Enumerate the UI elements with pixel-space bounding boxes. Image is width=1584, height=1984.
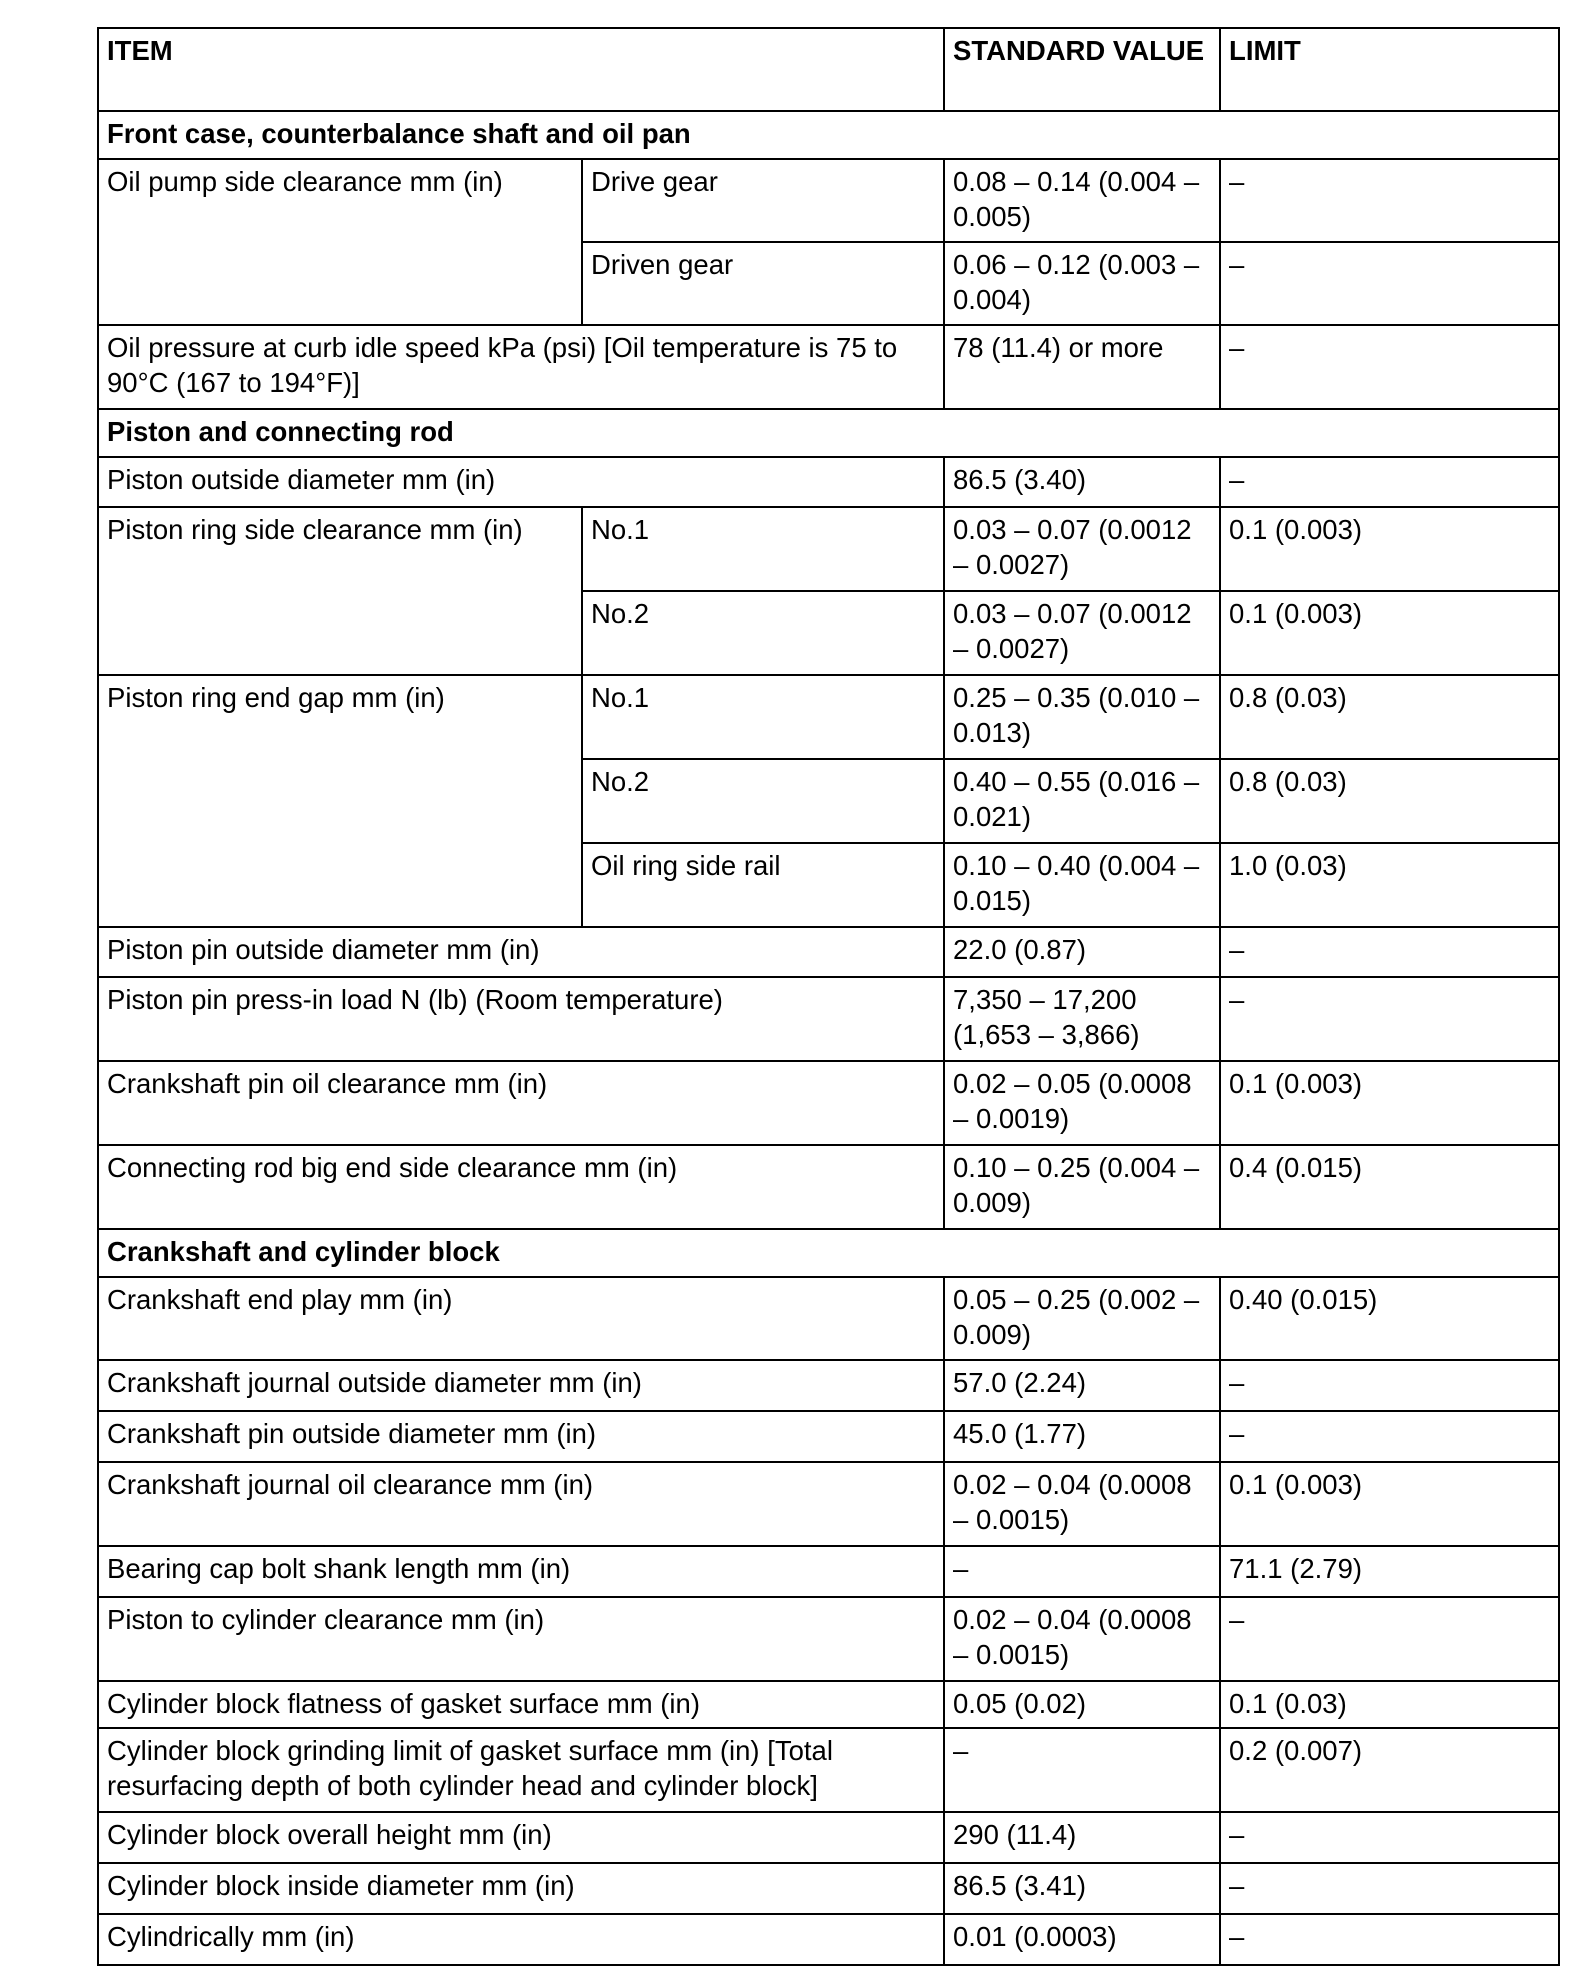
limit-cell: 0.1 (0.03) xyxy=(1220,1681,1559,1728)
item-cell: Piston pin outside diameter mm (in) xyxy=(98,927,944,977)
limit-cell: – xyxy=(1220,325,1559,409)
standard-value-cell: 7,350 – 17,200 (1,653 – 3,866) xyxy=(944,977,1220,1061)
table-row xyxy=(98,325,1559,409)
table-row xyxy=(98,1462,1559,1546)
sub-item-cell: No.1 xyxy=(582,507,944,591)
item-cell: Piston ring side clearance mm (in) xyxy=(98,507,582,675)
sub-item-cell: Oil ring side rail xyxy=(582,843,944,927)
standard-value-cell: 0.03 – 0.07 (0.0012 – 0.0027) xyxy=(944,591,1220,675)
section-row xyxy=(98,1229,1559,1277)
limit-cell: 0.8 (0.03) xyxy=(1220,759,1559,843)
item-cell: Cylinder block grinding limit of gasket surface mm (in) [Total resurfacing depth of both cylinder head and cylinder block] xyxy=(98,1728,944,1812)
limit-cell: 0.1 (0.003) xyxy=(1220,591,1559,675)
standard-value-cell: 86.5 (3.40) xyxy=(944,457,1220,507)
table-row xyxy=(98,1863,1559,1914)
section-title: Piston and connecting rod xyxy=(98,409,1559,457)
limit-cell: – xyxy=(1220,1360,1559,1411)
limit-cell: 0.4 (0.015) xyxy=(1220,1145,1559,1229)
standard-value-cell: 0.02 – 0.04 (0.0008 – 0.0015) xyxy=(944,1462,1220,1546)
specifications-table xyxy=(97,27,1560,1966)
item-cell: Piston to cylinder clearance mm (in) xyxy=(98,1597,944,1681)
table-row xyxy=(98,457,1559,507)
standard-value-cell: 57.0 (2.24) xyxy=(944,1360,1220,1411)
standard-value-cell: 0.10 – 0.40 (0.004 – 0.015) xyxy=(944,843,1220,927)
section-title: Crankshaft and cylinder block xyxy=(98,1229,1559,1277)
limit-cell: – xyxy=(1220,1597,1559,1681)
item-cell: Crankshaft pin oil clearance mm (in) xyxy=(98,1061,944,1145)
standard-value-cell: 290 (11.4) xyxy=(944,1812,1220,1863)
limit-cell: – xyxy=(1220,1863,1559,1914)
item-cell: Cylinder block flatness of gasket surface mm (in) xyxy=(98,1681,944,1728)
standard-value-cell: 0.40 – 0.55 (0.016 – 0.021) xyxy=(944,759,1220,843)
table-row xyxy=(98,675,1559,759)
limit-cell: 0.1 (0.003) xyxy=(1220,1061,1559,1145)
table-row xyxy=(98,1277,1559,1360)
table-row xyxy=(98,927,1559,977)
table-row xyxy=(98,1360,1559,1411)
standard-value-cell: – xyxy=(944,1728,1220,1812)
standard-value-cell: 45.0 (1.77) xyxy=(944,1411,1220,1462)
table-row xyxy=(98,1061,1559,1145)
limit-cell: 0.2 (0.007) xyxy=(1220,1728,1559,1812)
limit-cell: – xyxy=(1220,159,1559,242)
limit-cell: – xyxy=(1220,242,1559,325)
limit-cell: – xyxy=(1220,1812,1559,1863)
limit-cell: 0.8 (0.03) xyxy=(1220,675,1559,759)
limit-cell: 1.0 (0.03) xyxy=(1220,843,1559,927)
limit-cell: 71.1 (2.79) xyxy=(1220,1546,1559,1597)
table-row xyxy=(98,1145,1559,1229)
header-row xyxy=(98,28,1559,111)
standard-value-cell: 0.10 – 0.25 (0.004 – 0.009) xyxy=(944,1145,1220,1229)
standard-value-cell: 86.5 (3.41) xyxy=(944,1863,1220,1914)
sub-item-cell: No.2 xyxy=(582,591,944,675)
limit-cell: – xyxy=(1220,1411,1559,1462)
standard-value-cell: 0.01 (0.0003) xyxy=(944,1914,1220,1965)
item-cell: Piston pin press-in load N (lb) (Room temperature) xyxy=(98,977,944,1061)
standard-value-cell: 0.08 – 0.14 (0.004 – 0.005) xyxy=(944,159,1220,242)
standard-value-cell: 0.25 – 0.35 (0.010 – 0.013) xyxy=(944,675,1220,759)
table-row xyxy=(98,159,1559,242)
item-cell: Cylinder block inside diameter mm (in) xyxy=(98,1863,944,1914)
standard-value-cell: 78 (11.4) or more xyxy=(944,325,1220,409)
item-cell: Cylinder block overall height mm (in) xyxy=(98,1812,944,1863)
limit-cell: 0.1 (0.003) xyxy=(1220,1462,1559,1546)
item-cell: Piston ring end gap mm (in) xyxy=(98,675,582,927)
standard-value-cell: – xyxy=(944,1546,1220,1597)
item-cell: Oil pressure at curb idle speed kPa (psi) [Oil temperature is 75 to 90°C (167 to 194°F)] xyxy=(98,325,944,409)
table-row xyxy=(98,1812,1559,1863)
standard-value-cell: 0.05 – 0.25 (0.002 – 0.009) xyxy=(944,1277,1220,1360)
standard-value-cell: 0.06 – 0.12 (0.003 – 0.004) xyxy=(944,242,1220,325)
standard-value-cell: 22.0 (0.87) xyxy=(944,927,1220,977)
limit-cell: – xyxy=(1220,457,1559,507)
sub-item-cell: No.2 xyxy=(582,759,944,843)
table-row xyxy=(98,507,1559,591)
header-limit: LIMIT xyxy=(1220,28,1559,111)
limit-cell: – xyxy=(1220,927,1559,977)
table-row xyxy=(98,977,1559,1061)
item-cell: Crankshaft end play mm (in) xyxy=(98,1277,944,1360)
section-title: Front case, counterbalance shaft and oil pan xyxy=(98,111,1559,159)
table-row xyxy=(98,1728,1559,1812)
item-cell: Crankshaft journal oil clearance mm (in) xyxy=(98,1462,944,1546)
standard-value-cell: 0.05 (0.02) xyxy=(944,1681,1220,1728)
item-cell: Piston outside diameter mm (in) xyxy=(98,457,944,507)
limit-cell: – xyxy=(1220,977,1559,1061)
table-row xyxy=(98,1597,1559,1681)
table-row xyxy=(98,1546,1559,1597)
table-row xyxy=(98,1914,1559,1965)
sub-item-cell: Drive gear xyxy=(582,159,944,242)
sub-item-cell: No.1 xyxy=(582,675,944,759)
section-row xyxy=(98,409,1559,457)
table-row xyxy=(98,1681,1559,1728)
limit-cell: 0.40 (0.015) xyxy=(1220,1277,1559,1360)
item-cell: Cylindrically mm (in) xyxy=(98,1914,944,1965)
item-cell: Connecting rod big end side clearance mm (in) xyxy=(98,1145,944,1229)
sub-item-cell: Driven gear xyxy=(582,242,944,325)
item-cell: Crankshaft pin outside diameter mm (in) xyxy=(98,1411,944,1462)
limit-cell: 0.1 (0.003) xyxy=(1220,507,1559,591)
item-cell: Crankshaft journal outside diameter mm (in) xyxy=(98,1360,944,1411)
header-item: ITEM xyxy=(98,28,944,111)
standard-value-cell: 0.03 – 0.07 (0.0012 – 0.0027) xyxy=(944,507,1220,591)
item-cell: Oil pump side clearance mm (in) xyxy=(98,159,582,325)
section-row xyxy=(98,111,1559,159)
item-cell: Bearing cap bolt shank length mm (in) xyxy=(98,1546,944,1597)
limit-cell: – xyxy=(1220,1914,1559,1965)
table-row xyxy=(98,1411,1559,1462)
standard-value-cell: 0.02 – 0.04 (0.0008 – 0.0015) xyxy=(944,1597,1220,1681)
standard-value-cell: 0.02 – 0.05 (0.0008 – 0.0019) xyxy=(944,1061,1220,1145)
header-standard-value: STANDARD VALUE xyxy=(944,28,1220,111)
